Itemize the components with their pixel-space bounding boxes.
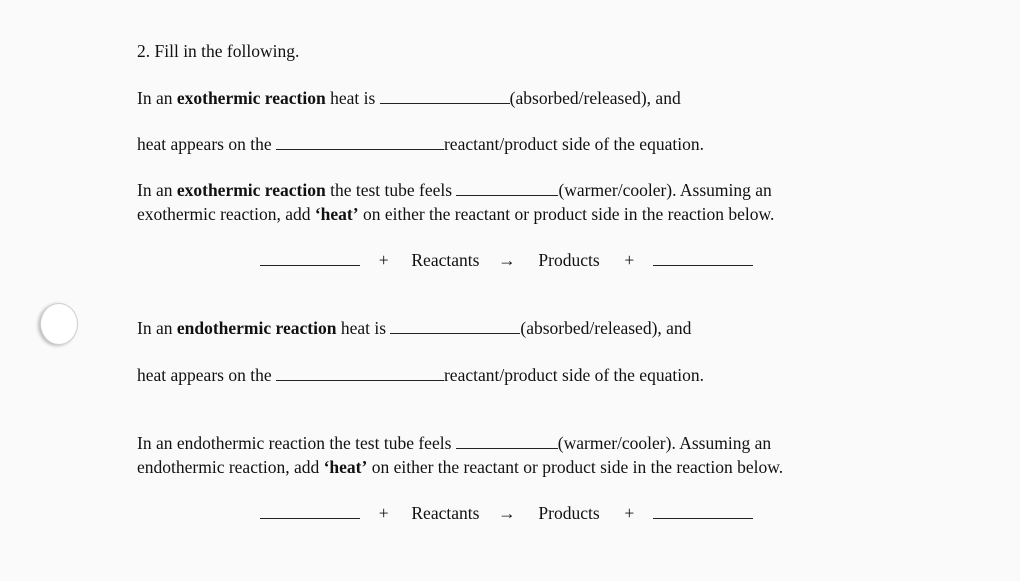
endo-side-line	[137, 364, 704, 386]
endo-heat-line	[137, 317, 691, 339]
text: (absorbed/released), and	[509, 88, 681, 108]
text: In an	[137, 318, 177, 338]
endo-tube-line	[137, 432, 771, 454]
plus-sign: +	[624, 503, 635, 523]
text: reactant/product side of the equation.	[443, 365, 704, 385]
exo-side-line	[137, 133, 704, 155]
plus-sign: +	[378, 503, 389, 523]
text: (warmer/cooler). Assuming an	[557, 433, 772, 453]
bold-term: ‘heat’	[323, 457, 368, 477]
text: endothermic reaction, add	[137, 457, 324, 477]
bold-term: exothermic reaction	[176, 88, 326, 108]
exo-heat-line	[137, 87, 681, 109]
exo-heat-blank[interactable]	[380, 88, 510, 104]
text: reactant/product side of the equation.	[443, 134, 704, 154]
plus-sign: +	[624, 250, 635, 270]
exo-side-blank[interactable]	[276, 134, 444, 150]
endo-side-blank[interactable]	[276, 365, 444, 381]
question-title-text: 2. Fill in the following.	[137, 41, 300, 61]
text: on either the reactant or product side in the reaction below.	[367, 457, 784, 477]
text: the test tube feels	[325, 180, 457, 200]
endo-heat-blank[interactable]	[390, 318, 520, 334]
arrow-icon: →	[498, 503, 516, 523]
exo-instruction-line	[137, 203, 774, 225]
products-label: Products	[538, 503, 600, 523]
text: In an	[137, 88, 177, 108]
text: (absorbed/released), and	[520, 318, 692, 338]
binder-hole	[40, 303, 78, 345]
text: In an endothermic reaction the test tube feels	[137, 433, 456, 453]
endo-product-heat-blank[interactable]	[653, 503, 753, 519]
endo-equation	[260, 502, 753, 524]
plus-sign: +	[378, 250, 389, 270]
text: heat appears on the	[137, 365, 276, 385]
exo-tube-blank[interactable]	[456, 180, 558, 196]
bold-term: endothermic reaction	[176, 318, 337, 338]
text: on either the reactant or product side in the reaction below.	[358, 204, 775, 224]
bold-term: ‘heat’	[314, 204, 359, 224]
reactants-label: Reactants	[411, 503, 480, 523]
exo-product-heat-blank[interactable]	[653, 250, 753, 266]
text: In an	[137, 180, 177, 200]
exo-equation	[260, 249, 753, 271]
question-title	[137, 40, 299, 62]
bold-term: exothermic reaction	[176, 180, 326, 200]
text: (warmer/cooler). Assuming an	[558, 180, 772, 200]
text: heat appears on the	[137, 134, 276, 154]
endo-reactant-heat-blank[interactable]	[260, 503, 360, 519]
exo-reactant-heat-blank[interactable]	[260, 250, 360, 266]
text: heat is	[325, 88, 380, 108]
text: exothermic reaction, add	[137, 204, 315, 224]
reactants-label: Reactants	[411, 250, 480, 270]
text: heat is	[336, 318, 391, 338]
exo-tube-line	[137, 179, 772, 201]
arrow-icon: →	[498, 250, 516, 270]
endo-instruction-line	[137, 456, 783, 478]
products-label: Products	[538, 250, 600, 270]
endo-tube-blank[interactable]	[456, 433, 558, 449]
